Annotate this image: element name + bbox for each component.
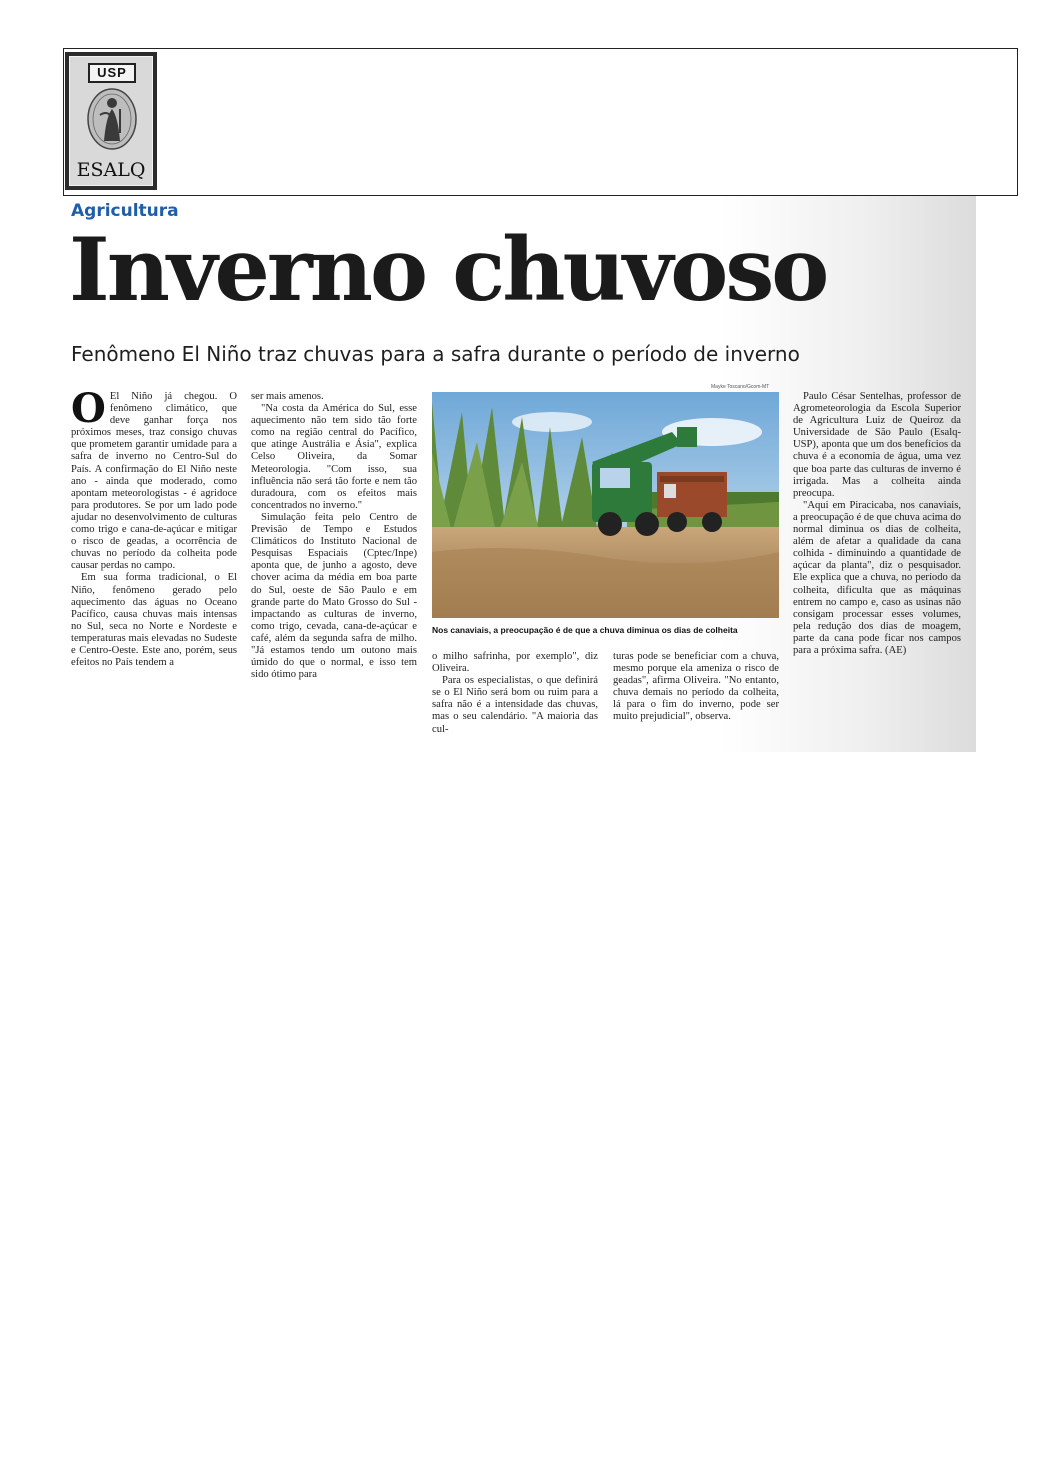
seal-figure-icon xyxy=(86,87,138,151)
article-column-5 xyxy=(793,391,961,657)
drop-cap: O xyxy=(71,385,106,432)
paragraph: turas pode se beneficiar com a chuva, mesmo porque ela ameniza o risco de geadas", afirma Oliveira. "No entanto, chuva demais no período da colheita, lá para o fim do inverno, pode ser muito prejudicial", observa. xyxy=(613,651,779,723)
article-column-3 xyxy=(432,651,598,736)
paragraph: o milho safrinha, por exemplo", diz Oliveira. xyxy=(432,651,598,675)
photo-caption: Nos canaviais, a preocupação é de que a chuva diminua os dias de colheita xyxy=(432,625,738,635)
subheadline: Fenômeno El Niño traz chuvas para a safra durante o período de inverno xyxy=(71,342,800,366)
article-column-4 xyxy=(613,651,779,724)
paragraph: Em sua forma tradicional, o El Niño, fenômeno gerado pelo aquecimento das águas no Oceano Pacífico, causa chuvas mais intensas no Sul, seca no Norte e Nordeste e temperaturas mais elevadas no Sudeste e Centro-Oeste. Este ano, porém, seus efeitos no País tendem a xyxy=(71,572,237,669)
news-article xyxy=(63,196,976,752)
paragraph xyxy=(71,385,237,572)
usp-esalq-logo xyxy=(65,52,157,190)
sugarcane-harvest-photo xyxy=(432,392,779,618)
paragraph: Simulação feita pelo Centro de Previsão de Tempo e Estudos Climáticos do Instituto Nacional de Pesquisas Espaciais (Cptec/Inpe) aponta que, de junho a agosto, deve chover acima da média em boa parte do Sul, oeste de São Paulo e em grande parte do Mato Grosso do Sul - impactando as culturas de inverno, como trigo, cevada, cana-de-açúcar e café, além da segunda safra de milho. "Já estamos tendo um outono mais úmido do que o normal, e isso tem sido ótimo para xyxy=(251,511,417,681)
paragraph: "Aqui em Piracicaba, nos canaviais, a preocupação é de que chuva acima do normal diminua os dias de colheita, além de afetar a qualidade da cana colhida - diminuindo a quantidade de açúcar da planta", diz o pesquisador. Ele explica que a chuva, no período da colheita, dificulta que as máquinas entrem no campo e, caso as usinas não consigam processar esses volumes, pela redução dos dias de moagem, parte da cana pode ficar nos campos para a próxima safra. (AE) xyxy=(793,499,961,656)
photo-credit: Mayke Toscano/Gcom-MT xyxy=(711,384,770,390)
article-column-1 xyxy=(71,385,237,669)
headline: Inverno chuvoso xyxy=(69,218,827,321)
section-label: Agricultura xyxy=(71,201,179,221)
header-frame xyxy=(63,48,1018,196)
article-column-2 xyxy=(251,391,417,681)
usp-logo-text: USP xyxy=(88,63,136,83)
paragraph: Paulo César Sentelhas, professor de Agrometeorologia da Escola Superior de Agricultura Luiz de Queiroz da Universidade de São Paulo (Esalq-USP), aponta que um dos benefícios da chuva é a economia de água, uma vez que boa parte das culturas de inverno é irrigada. Mas a colheita ainda preocupa. xyxy=(793,391,961,499)
harvester-illustration xyxy=(432,392,779,618)
esalq-logo-text: ESALQ xyxy=(76,159,146,181)
paragraph-text: El Niño já chegou. O fenômeno climático, que deve ganhar força nos próximos meses, traz consigo chuvas que prometem garantir umidade para a safra de inverno no Centro-Sul do País. A confirmação do El Niño neste ano - ainda que moderado, como apontam meteorologistas - é agridoce para produtores. Se por um lado pode ajudar no desenvolvimento de culturas como trigo e cana-de-açúcar e mitigar o risco de geadas, a ocorrência de chuvas no período da colheita pode causar perdas no campo. xyxy=(71,391,237,572)
paragraph: "Na costa da América do Sul, esse aquecimento não tem sido tão forte como na região central do Pacífico, que atinge Austrália e Ásia", explica Celso Oliveira, da Somar Meteorologia. "Com isso, sua influência não será tão forte e nem tão duradoura, com os efeitos mais concentrados no inverno." xyxy=(251,403,417,511)
paragraph: Para os especialistas, o que definirá se o El Niño será bom ou ruim para a safra não é a intensidade das chuvas, mas o seu calendário. "A maioria das cul- xyxy=(432,675,598,735)
paragraph: ser mais amenos. xyxy=(251,391,324,402)
